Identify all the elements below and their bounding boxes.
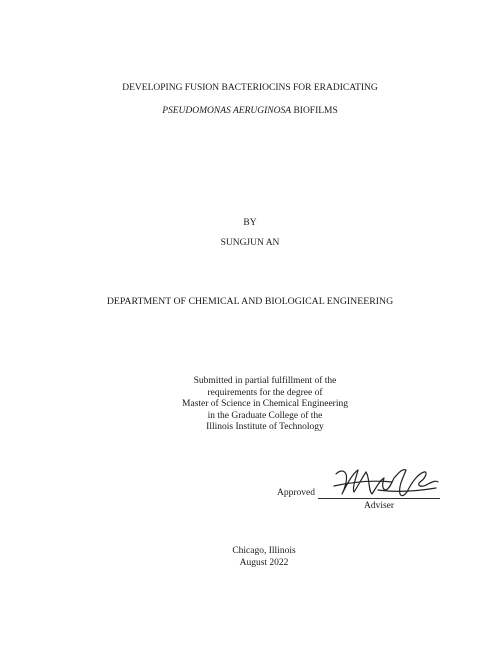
submission-line: Submitted in partial fulfillment of the [193, 376, 337, 386]
department-name: DEPARTMENT OF CHEMICAL AND BIOLOGICAL ENGINEERING [106, 296, 394, 307]
location: Chicago, Illinois [232, 546, 296, 556]
approved-label: Approved [277, 488, 315, 498]
submission-date: August 2022 [239, 557, 289, 568]
thesis-title-line-2 [0, 105, 500, 117]
author-name: SUNGJUN AN [220, 238, 280, 248]
signature-line [318, 498, 440, 499]
submission-line: Master of Science in Chemical Engineering [182, 399, 348, 409]
organism-name: PSEUDOMONAS AERUGINOSA [162, 106, 292, 116]
submission-statement [0, 376, 500, 434]
place-and-date [0, 546, 500, 569]
adviser-label: Adviser [363, 501, 395, 511]
adviser-signature [332, 464, 442, 500]
submission-line: in the Graduate College of the [207, 410, 323, 421]
submission-line: requirements for the degree of [207, 387, 323, 398]
thesis-title-line-1: DEVELOPING FUSION BACTERIOCINS FOR ERADICATING [122, 83, 378, 93]
submission-line: Illinois Institute of Technology [206, 422, 324, 432]
by-label: BY [243, 218, 257, 228]
thesis-title-line-2-rest: BIOFILMS [291, 106, 338, 116]
